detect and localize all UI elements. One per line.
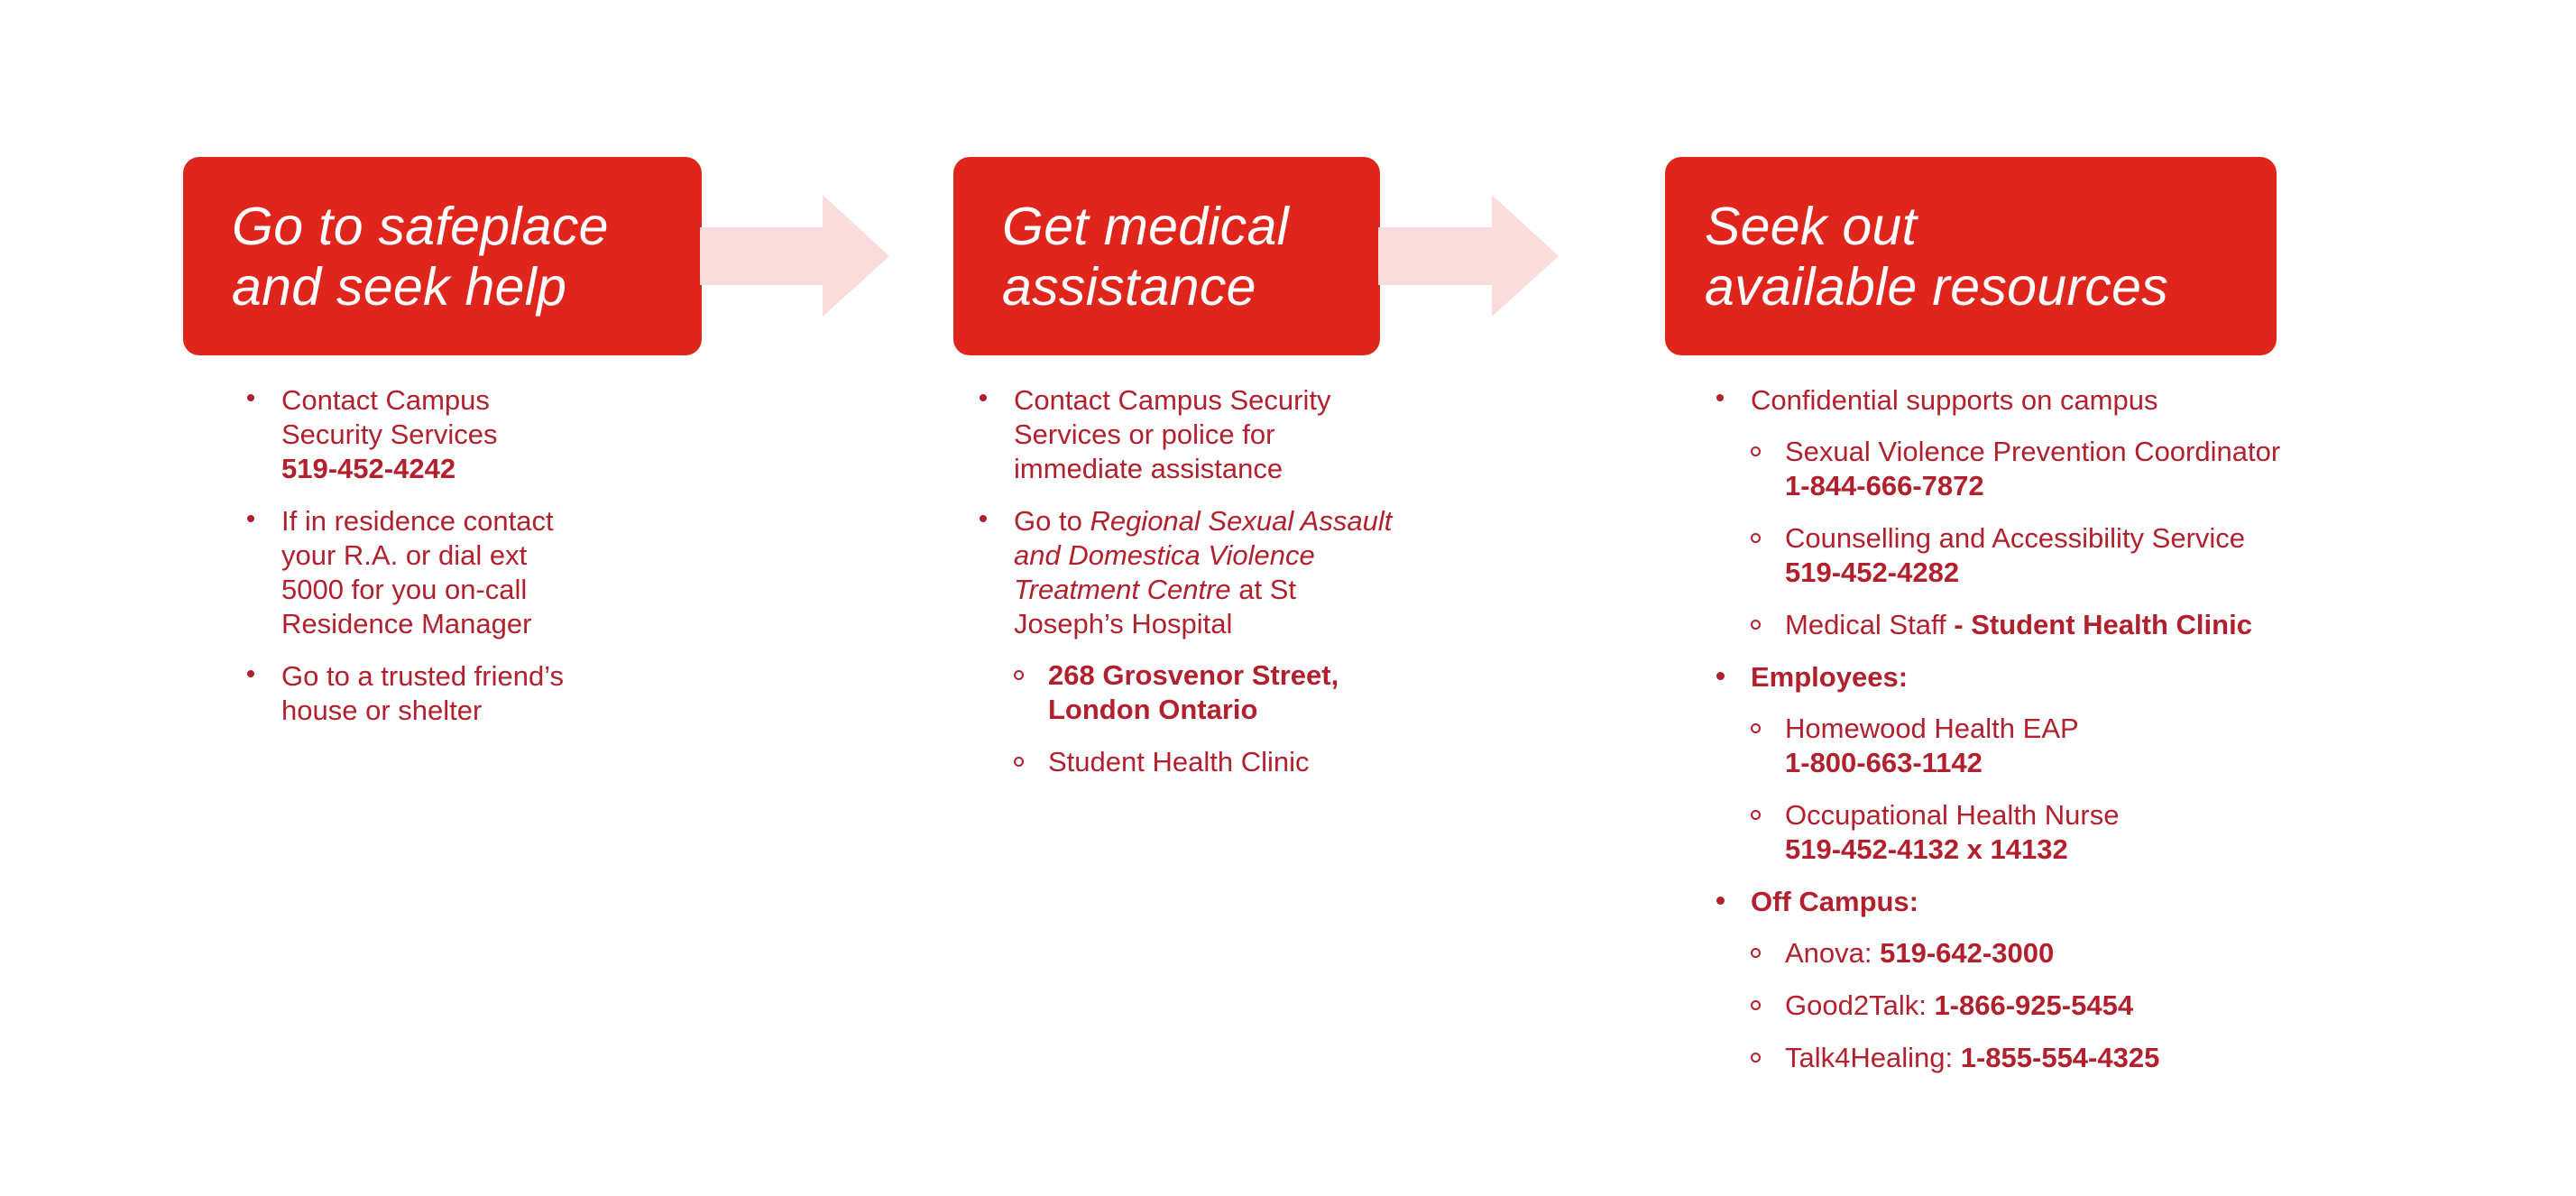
bullet-icon — [247, 394, 254, 401]
item-text — [1014, 573, 1392, 607]
circle-bullet-icon — [1751, 446, 1761, 456]
circle-bullet-icon — [1751, 948, 1761, 958]
item-text — [1785, 608, 2280, 642]
group-label: Employees: — [1751, 661, 1909, 693]
sub-list-item — [1014, 745, 1392, 779]
centre-name: Treatment Centre — [1014, 574, 1231, 605]
sub-list-item — [1014, 658, 1392, 727]
phone-number: 519-452-4132 x 14132 — [1785, 833, 2068, 865]
bullet-icon — [247, 670, 254, 677]
item-text — [1785, 1041, 2280, 1075]
item-text: 5000 for you on-call — [281, 574, 528, 605]
list-item — [1713, 383, 2280, 642]
safeplace-list — [244, 383, 564, 746]
step-title-line: Get medical — [1002, 197, 1290, 256]
step-title-line: available resources — [1705, 257, 2169, 317]
sub-list-item — [1751, 936, 2280, 971]
circle-bullet-icon — [1751, 620, 1761, 630]
bullet-icon — [980, 394, 987, 401]
sub-list-item — [1751, 521, 2280, 590]
sub-list-item — [1751, 798, 2280, 867]
circle-bullet-icon — [1014, 757, 1024, 767]
phone-number: 1-866-925-5454 — [1934, 989, 2134, 1021]
item-text: house or shelter — [281, 695, 483, 726]
address: 268 Grosvenor Street, — [1048, 659, 1339, 691]
sub-list-item — [1751, 712, 2280, 780]
sub-list-item — [1751, 435, 2280, 503]
step-title-line: and seek help — [232, 257, 567, 317]
resources-list — [1713, 383, 2280, 1093]
group-label: Confidential supports on campus — [1751, 384, 2158, 416]
bullet-icon — [1716, 394, 1724, 401]
item-text — [1785, 989, 2280, 1023]
circle-bullet-icon — [1014, 670, 1024, 680]
step-title — [1002, 197, 1380, 317]
centre-name: Regional Sexual Assault — [1090, 505, 1393, 537]
item-text — [1785, 936, 2280, 971]
item-text: Contact Campus Security — [1014, 384, 1331, 416]
medical-list — [976, 383, 1392, 797]
resource-name: Sexual Violence Prevention Coordinator — [1785, 436, 2281, 467]
circle-bullet-icon — [1751, 723, 1761, 733]
item-text: your R.A. or dial ext — [281, 539, 528, 571]
resource-name: Occupational Health Nurse — [1785, 799, 2120, 831]
item-text: Security Services — [281, 419, 498, 450]
item-text-suffix: at St — [1230, 574, 1297, 605]
list-item — [244, 383, 564, 486]
list-item — [244, 504, 564, 641]
step-title-line: assistance — [1002, 257, 1256, 317]
item-text: If in residence contact — [281, 505, 554, 537]
item-text — [1014, 504, 1392, 538]
arrow-right-icon — [700, 195, 889, 317]
step-box-resources — [1665, 157, 2277, 355]
list-item — [1713, 660, 2280, 867]
resource-name: Talk4Healing: — [1785, 1042, 1961, 1073]
item-text: Go to a trusted friend’s — [281, 660, 565, 692]
step-box-safeplace — [183, 157, 702, 355]
phone-number: 519-452-4242 — [281, 453, 456, 484]
centre-name: and Domestica Violence — [1014, 539, 1315, 571]
circle-bullet-icon — [1751, 533, 1761, 543]
phone-number: 519-452-4282 — [1785, 557, 1960, 588]
list-item — [244, 659, 564, 728]
bullet-icon — [1716, 672, 1725, 680]
arrow-right-icon — [1378, 195, 1559, 317]
bullet-icon — [980, 515, 987, 522]
step-title-line: Seek out — [1705, 197, 1918, 256]
step-title — [1705, 197, 2277, 317]
resource-name: Good2Talk: — [1785, 989, 1935, 1021]
bullet-icon — [247, 515, 254, 522]
list-item — [1713, 885, 2280, 1075]
resource-name: Counselling and Accessibility Service — [1785, 522, 2246, 554]
item-text: Student Health Clinic — [1048, 746, 1310, 777]
phone-number: 1-844-666-7872 — [1785, 470, 1984, 501]
item-text: Contact Campus — [281, 384, 490, 416]
step-box-medical — [953, 157, 1380, 355]
address: London Ontario — [1048, 694, 1258, 725]
bullet-icon — [1716, 897, 1725, 905]
circle-bullet-icon — [1751, 1000, 1761, 1010]
item-text: immediate assistance — [1014, 453, 1283, 484]
step-title — [232, 197, 702, 317]
resource-name: Medical Staff — [1785, 609, 1946, 640]
circle-bullet-icon — [1751, 810, 1761, 820]
step-title-line: Go to safeplace — [232, 197, 609, 256]
item-text: Joseph’s Hospital — [1014, 608, 1233, 639]
circle-bullet-icon — [1751, 1053, 1761, 1063]
list-item — [976, 383, 1392, 486]
item-text: Services or police for — [1014, 419, 1275, 450]
item-text-prefix: Go to — [1014, 505, 1090, 537]
sub-list-item — [1751, 989, 2280, 1023]
phone-number: 1-800-663-1142 — [1785, 747, 1983, 778]
sub-list-item — [1751, 608, 2280, 642]
phone-number: 1-855-554-4325 — [1960, 1042, 2160, 1073]
item-text: Residence Manager — [281, 608, 532, 639]
resource-name: Anova: — [1785, 937, 1881, 969]
phone-number: 519-642-3000 — [1880, 937, 2055, 969]
list-item — [976, 504, 1392, 779]
group-label: Off Campus: — [1751, 886, 1918, 917]
resource-name: Homewood Health EAP — [1785, 713, 2079, 744]
resource-detail: - Student Health Clinic — [1946, 609, 2252, 640]
sub-list-item — [1751, 1041, 2280, 1075]
